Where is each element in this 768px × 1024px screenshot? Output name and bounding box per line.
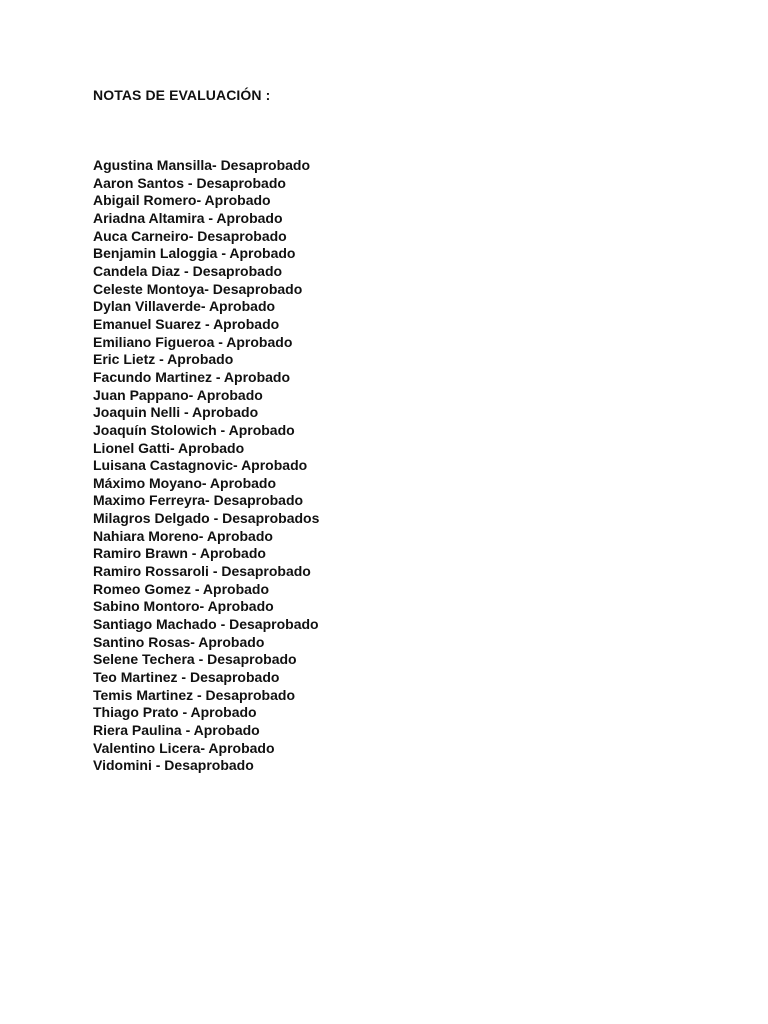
document-title: NOTAS DE EVALUACIÓN :	[93, 87, 271, 103]
grade-list	[93, 157, 319, 775]
grade-entry: Selene Techera - Desaprobado	[93, 651, 297, 668]
grade-entry: Joaquin Nelli - Aprobado	[93, 404, 259, 421]
grade-entry: Emiliano Figueroa - Aprobado	[93, 333, 293, 350]
grade-entry: Emanuel Suarez - Aprobado	[93, 315, 280, 332]
grade-entry: Abigail Romero- Aprobado	[93, 192, 271, 209]
grade-entry: Nahiara Moreno- Aprobado	[93, 527, 273, 544]
grade-entry: Milagros Delgado - Desaprobados	[93, 510, 320, 527]
grade-entry: Juan Pappano- Aprobado	[93, 386, 263, 403]
grade-entry: Ariadna Altamira - Aprobado	[93, 209, 283, 226]
grade-entry: Celeste Montoya- Desaprobado	[93, 280, 303, 297]
grade-entry: Máximo Moyano- Aprobado	[93, 474, 277, 491]
grade-entry: Eric Lietz - Aprobado	[93, 351, 234, 368]
grade-entry: Ramiro Brawn - Aprobado	[93, 545, 266, 562]
grade-entry: Ramiro Rossaroli - Desaprobado	[93, 563, 311, 580]
grade-entry: Romeo Gomez - Aprobado	[93, 580, 270, 597]
grade-entry: Temis Martinez - Desaprobado	[93, 686, 296, 703]
grade-entry: Benjamin Laloggia - Aprobado	[93, 245, 296, 262]
grade-entry: Lionel Gatti- Aprobado	[93, 439, 245, 456]
grade-entry: Thiago Prato - Aprobado	[93, 704, 257, 721]
grade-entry: Valentino Licera- Aprobado	[93, 739, 275, 756]
grade-entry: Candela Diaz - Desaprobado	[93, 262, 283, 279]
grade-entry: Santiago Machado - Desaprobado	[93, 616, 319, 633]
grade-entry: Maximo Ferreyra- Desaprobado	[93, 492, 304, 509]
grade-entry: Joaquín Stolowich - Aprobado	[93, 421, 295, 438]
grade-entry: Dylan Villaverde- Aprobado	[93, 298, 276, 315]
grade-entry: Luisana Castagnovic- Aprobado	[93, 457, 308, 474]
grade-entry: Riera Paulina - Aprobado	[93, 722, 260, 738]
grade-entry: Aaron Santos - Desaprobado	[93, 174, 286, 191]
grade-entry: Agustina Mansilla- Desaprobado	[93, 157, 311, 173]
grade-entry: Auca Carneiro- Desaprobado	[93, 227, 287, 244]
grade-entry: Facundo Martinez - Aprobado	[93, 368, 291, 385]
grade-entry: Teo Martinez - Desaprobado	[93, 669, 280, 686]
grade-entry: Santino Rosas- Aprobado	[93, 633, 265, 650]
grade-entry: Vidomini - Desaprobado	[93, 757, 254, 774]
grade-entry: Sabino Montoro- Aprobado	[93, 598, 274, 615]
